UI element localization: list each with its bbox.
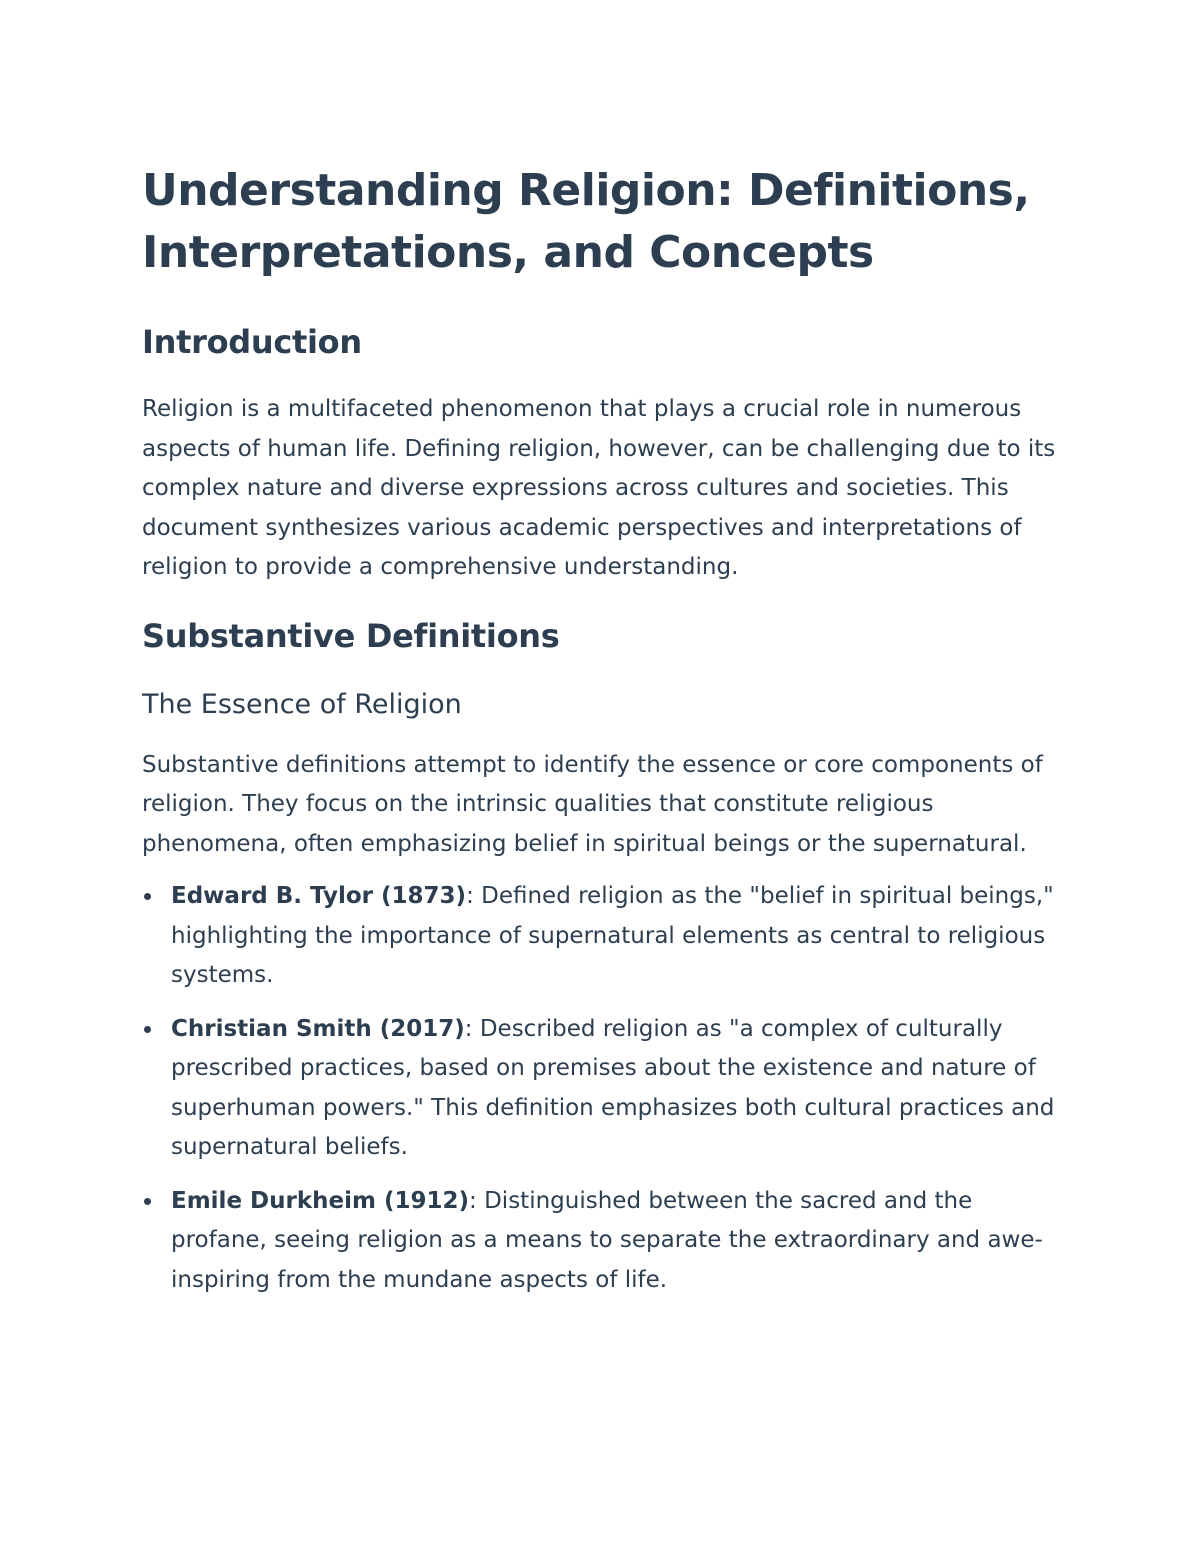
bullet-icon — [144, 1198, 151, 1205]
list-item — [142, 1182, 1062, 1301]
list-item — [142, 1010, 1062, 1168]
definition-text: : Described religion as "a complex of culturally prescribed practices, based on premises about the existence and nature of superhuman powers." This definition emphasizes both cultural practices and supernatural beliefs. — [171, 1015, 1055, 1160]
document-page — [142, 160, 1062, 1314]
substantive-definitions-heading: Substantive Definitions — [142, 616, 560, 655]
author-name: Edward B. Tylor (1873) — [171, 883, 467, 909]
definition-text: : Defined religion as the "belief in spiritual beings," highlighting the importance of supernatural elements as central to religious systems. — [171, 883, 1054, 988]
introduction-heading: Introduction — [142, 323, 362, 361]
bullet-icon — [144, 893, 151, 900]
list-item — [142, 877, 1062, 996]
definition-text: : Distinguished between the sacred and the profane, seeing religion as a means to separate the extraordinary and awe-inspiring from the mundane aspects of life. — [171, 1187, 1043, 1293]
author-name: Christian Smith (2017) — [171, 1015, 465, 1042]
document-title: Understanding Religion: Definitions, Interpretations, and Concepts — [142, 165, 1030, 278]
definitions-list — [142, 877, 1062, 1300]
essence-of-religion-subheading: The Essence of Religion — [142, 688, 462, 720]
bullet-icon — [144, 1026, 151, 1033]
substantive-paragraph: Substantive definitions attempt to identify the essence or core components of religion. They focus on the intrinsic qualities that constitute religious phenomena, often emphasizing belief in spiritual beings or the supernatural. — [142, 751, 1043, 857]
introduction-paragraph: Religion is a multifaceted phenomenon that plays a crucial role in numerous aspects of human life. Defining religion, however, can be challenging due to its complex nature and diverse expressions across cultures and societies. This document synthesizes various academic perspectives and interpretations of religion to provide a comprehensive understanding. — [142, 396, 1056, 580]
author-name: Emile Durkheim (1912) — [171, 1187, 470, 1214]
